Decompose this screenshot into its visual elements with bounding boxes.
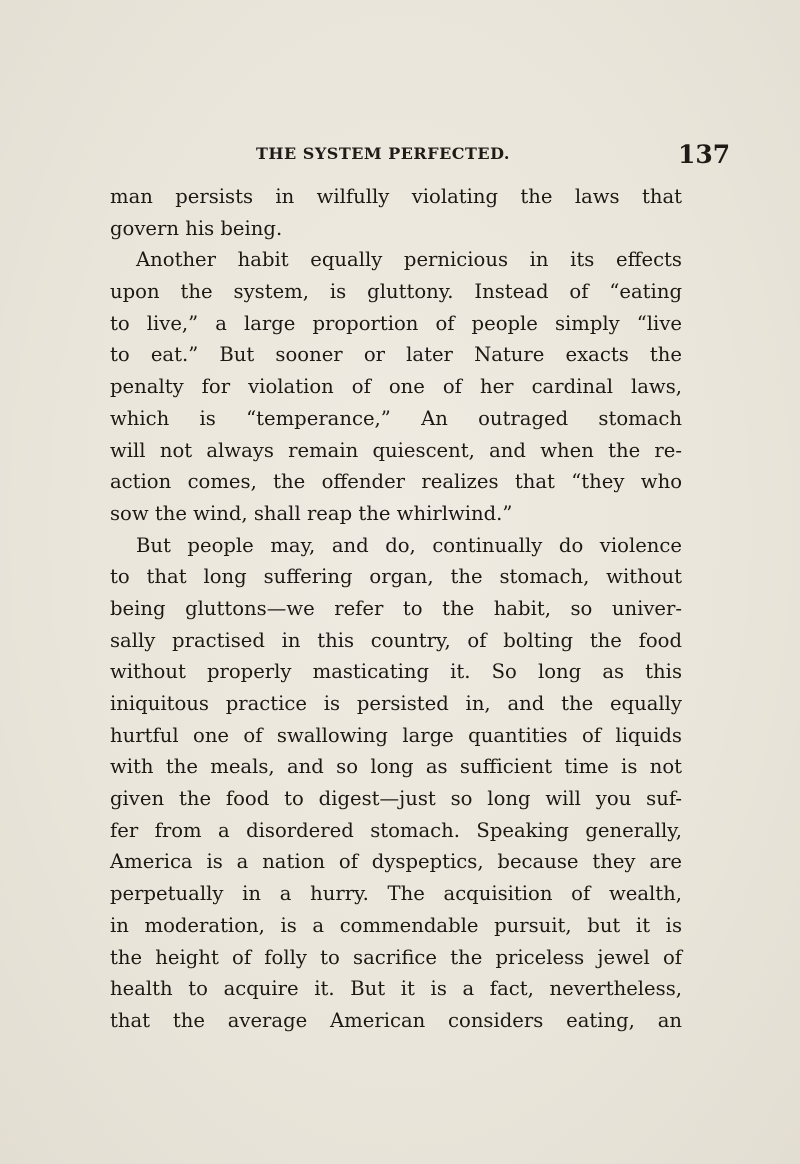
running-title: THE SYSTEM PERFECTED. xyxy=(256,144,510,163)
text-line: action comes, the offender realizes that “they who xyxy=(110,470,682,494)
text-line: America is a nation of dyspeptics, because they are xyxy=(110,850,682,874)
text-line: to eat.” But sooner or later Nature exacts the xyxy=(110,343,682,367)
text-line: sally practised in this country, of bolting the food xyxy=(110,628,682,652)
page-number: 137 xyxy=(678,140,731,169)
text-line: will not always remain quiescent, and when the re- xyxy=(110,438,682,462)
text-line: hurtful one of swallowing large quantities of liquids xyxy=(110,723,682,747)
text-line: given the food to digest—just so long will you suf- xyxy=(110,787,682,811)
text-line: govern his being. xyxy=(110,216,283,240)
text-line: penalty for violation of one of her cardinal laws, xyxy=(110,375,682,399)
text-line: the height of folly to sacrifice the priceless jewel of xyxy=(110,945,682,969)
text-line: with the meals, and so long as sufficient time is not xyxy=(110,755,682,779)
text-line: to that long suffering organ, the stomach, without xyxy=(110,565,682,589)
text-line: that the average American considers eating, an xyxy=(110,1008,682,1032)
paragraph-start-line: But people may, and do, continually do violence xyxy=(136,533,682,557)
text-line: in moderation, is a commendable pursuit, but it is xyxy=(110,913,682,937)
text-line: which is “temperance,” An outraged stomach xyxy=(110,406,682,430)
body-text xyxy=(110,181,682,1037)
text-line: without properly masticating it. So long as this xyxy=(110,660,682,684)
text-line: being gluttons—we refer to the habit, so univer- xyxy=(110,596,682,620)
text-line: man persists in wilfully violating the laws that xyxy=(110,185,682,208)
text-line: iniquitous practice is persisted in, and the equally xyxy=(110,692,682,715)
text-line: health to acquire it. But it is a fact, nevertheless, xyxy=(110,977,682,1001)
text-line: upon the system, is gluttony. Instead of “eating xyxy=(110,280,682,304)
text-line: perpetually in a hurry. The acquisition of wealth, xyxy=(110,882,682,906)
text-line: sow the wind, shall reap the whirlwind.” xyxy=(110,501,513,525)
page-header xyxy=(0,140,800,170)
text-line: to live,” a large proportion of people simply “live xyxy=(110,311,682,335)
text-line: fer from a disordered stomach. Speaking generally, xyxy=(110,818,682,842)
paragraph-start-line: Another habit equally pernicious in its effects xyxy=(136,248,682,272)
